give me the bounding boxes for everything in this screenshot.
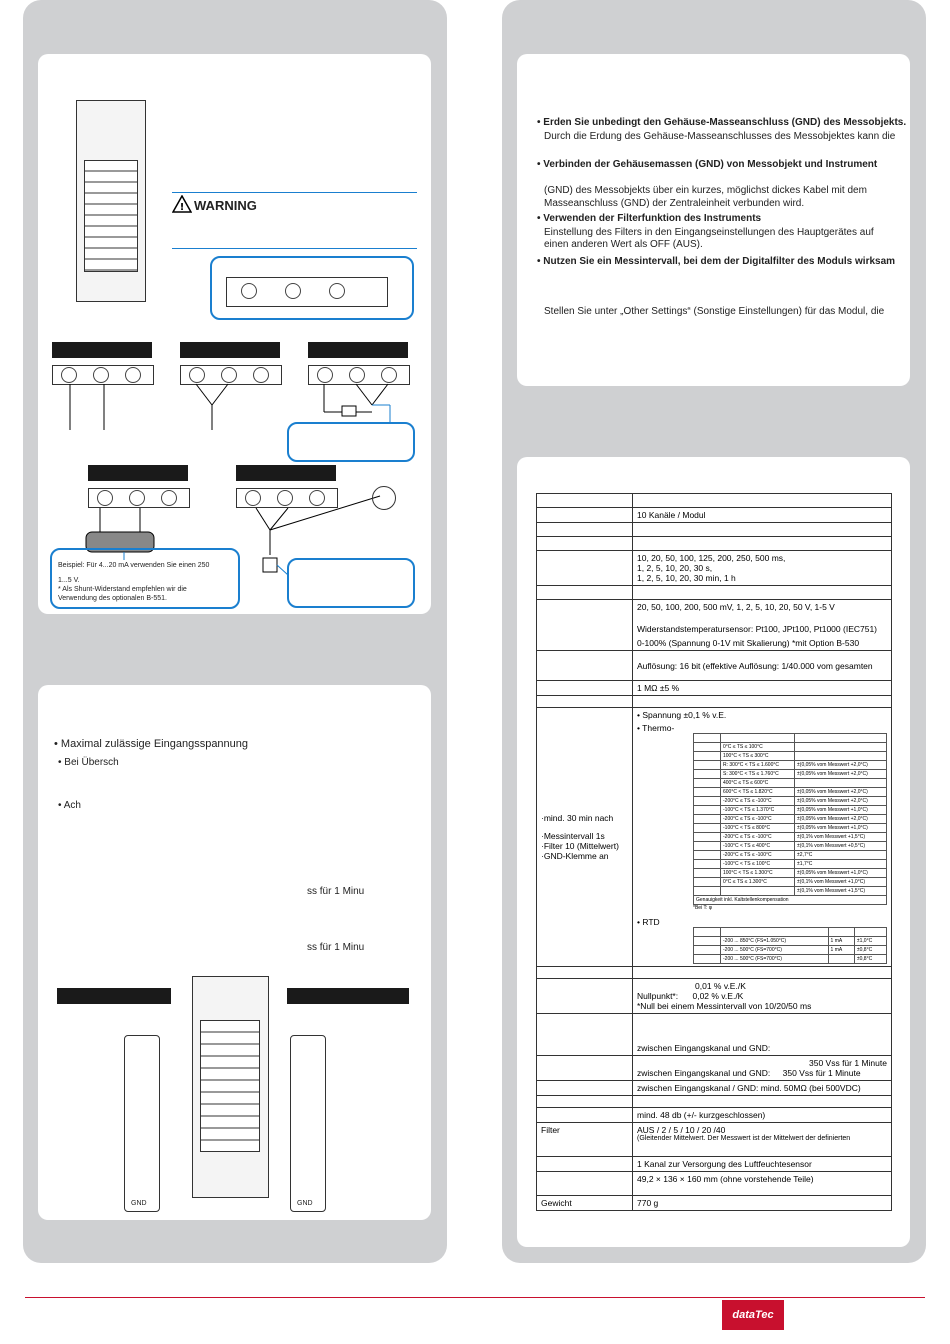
- thermo-range: S: 300°C < TS ≤ 1.760°C: [721, 770, 795, 779]
- spec-range-3: 0-100% (Spannung 0-1V mit Skalierung) *mit Option B-530: [637, 638, 860, 648]
- thermo-range: 0°C ≤ TS ≤ 100°C: [721, 743, 795, 752]
- shunt-note-line-1: Beispiel: Für 4...20 mA verwenden Sie einen 250: [58, 562, 210, 569]
- callout-box-resistor: [287, 422, 415, 462]
- thermo-range: 600°C < TS ≤ 1.820°C: [721, 788, 795, 797]
- b3-text-1: Einstellung des Filters in den Eingangseinstellungen des Hauptgerätes auf: [544, 227, 874, 238]
- input-strip-left: [124, 1035, 160, 1212]
- b2-title: • Verbinden der Gehäusemassen (GND) von Messobjekt und Instrument: [537, 159, 878, 170]
- spec-interval-2: 1, 2, 5, 10, 20, 30 s,: [637, 563, 713, 573]
- thermo-row: [694, 788, 887, 797]
- item-bei-ubersch: • Bei Übersch: [58, 757, 119, 768]
- thermo-accuracy: ±(0,1% vom Messwert +1,0°C): [795, 878, 887, 887]
- spec-channels: 10 Kanäle / Modul: [633, 508, 892, 523]
- label-bar-4: [88, 465, 188, 481]
- wiring-lines-top: [0, 0, 450, 620]
- thermo-row: [694, 851, 887, 860]
- fragment-1: ss für 1 Minu: [307, 886, 365, 897]
- thermo-accuracy: ±(0,05% vom Messwert +2,0°C): [795, 770, 887, 779]
- b4-title: • Nutzen Sie ein Messintervall, bei dem der Digitalfilter des Moduls wirksam: [537, 256, 896, 267]
- label-bar-6: [57, 988, 171, 1004]
- spec-impedance: 1 MΩ ±5 %: [633, 681, 892, 696]
- acc-voltage: • Spannung ±0,1 % v.E.: [637, 710, 727, 720]
- rtd-row: [694, 937, 887, 946]
- thermo-range: -200°C ≤ TS ≤ -100°C: [721, 815, 795, 824]
- thermo-range: -200°C ≤ TS ≤ -100°C: [721, 833, 795, 842]
- spec-interval-1: 10, 20, 50, 100, 125, 200, 250, 500 ms,: [637, 553, 786, 563]
- rtd-current: 1 mA: [828, 937, 854, 946]
- temp-note: *Null bei einem Messintervall von 10/20/50 ms: [637, 1001, 812, 1011]
- spec-filter: AUS / 2 / 5 / 10 / 20 /40: [637, 1125, 726, 1135]
- thermo-accuracy: ±(0,05% vom Messwert +1,0°C): [795, 824, 887, 833]
- spec-resolution: Auflösung: 16 bit (effektive Auflösung: 1/40.000 vom gesamten: [633, 651, 892, 681]
- shunt-note-line-2: 1...5 V.: [58, 577, 80, 584]
- rtd-current: [828, 955, 854, 964]
- warning-label: WARNING: [194, 198, 257, 213]
- thermo-row: [694, 770, 887, 779]
- thermo-accuracy: ±(0,1% vom Messwert +1,5°C): [795, 887, 887, 896]
- label-bar-7: [287, 988, 409, 1004]
- fragment-2: ss für 1 Minu: [307, 942, 365, 953]
- thermo-range: 100°C < TS ≤ 1.300°C: [721, 869, 795, 878]
- thermo-range: 0°C ≤ TS ≤ 1.300°C: [721, 878, 795, 887]
- acc-rtd: • RTD: [637, 917, 660, 927]
- input-strip-right: [290, 1035, 326, 1212]
- rtd-accuracy: ±1,0°C: [854, 937, 886, 946]
- thermo-range: 400°C ≤ TS ≤ 600°C: [721, 779, 795, 788]
- spec-filter-note: (Gleitender Mittelwert. Der Messwert ist der Mittelwert der definierten: [637, 1135, 851, 1142]
- max-voltage-heading: • Maximal zulässige Eingangsspannung: [54, 738, 249, 750]
- spec-cmrr: mind. 48 db (+/- kurzgeschlossen): [633, 1108, 892, 1123]
- terminal-strip-5: [236, 488, 338, 508]
- spec-dims: 49,2 × 136 × 160 mm (ohne vorstehende Teile): [633, 1172, 892, 1196]
- spec-supply: 1 Kanal zur Versorgung des Luftfeuchtesensor: [633, 1157, 892, 1172]
- thermo-row: [694, 878, 887, 887]
- acc-cond-2: ·Messintervall 1s: [541, 831, 605, 841]
- iso-2b: 350 Vss für 1 Minute: [782, 1068, 861, 1078]
- thermo-accuracy: ±(0,05% vom Messwert +2,0°C): [795, 761, 887, 770]
- thermo-accuracy: ±(0,05% vom Messwert +1,0°C): [795, 806, 887, 815]
- datatec-logo: dataTec: [722, 1300, 784, 1330]
- thermo-accuracy: [795, 779, 887, 788]
- thermo-accuracy: [795, 743, 887, 752]
- thermo-accuracy: ±(0,05% vom Messwert +2,0°C): [795, 815, 887, 824]
- thermo-row: [694, 860, 887, 869]
- thermo-range: -100°C < TS ≤ 800°C: [721, 824, 795, 833]
- thermo-accuracy: ±1,7°C: [795, 860, 887, 869]
- thermo-note: Genauigkeit inkl. Kaltstellenkompensation: [694, 896, 887, 905]
- spec-range-2: Widerstandstemperatursensor: Pt100, JPt100, Pt1000 (IEC751): [637, 624, 878, 634]
- thermo-accuracy: ±(0,05% vom Messwert +2,0°C): [795, 797, 887, 806]
- thermo-note-2: *Bei T: φ: [693, 905, 712, 911]
- thermo-row: [694, 797, 887, 806]
- b2-text-1: (GND) des Messobjekts über ein kurzes, möglichst dickes Kabel mit dem: [544, 185, 867, 196]
- spec-interval-3: 1, 2, 5, 10, 20, 30 min, 1 h: [637, 573, 736, 583]
- svg-text:!: !: [179, 202, 185, 213]
- weight-label: Gewicht: [537, 1196, 633, 1211]
- item-ach: • Ach: [58, 800, 81, 811]
- thermo-row: [694, 869, 887, 878]
- thermo-accuracy: ±(0,05% vom Messwert +1,0°C): [795, 869, 887, 878]
- gnd-label-left: GND: [131, 1200, 147, 1207]
- acc-cond-4: ·GND-Klemme an: [541, 851, 609, 861]
- thermo-range: R: 300°C < TS ≤ 1.600°C: [721, 761, 795, 770]
- thermo-range: -100°C < TS ≤ 1.370°C: [721, 806, 795, 815]
- callout-box-thermocouple: [287, 558, 415, 608]
- thermo-accuracy: ±2,7°C: [795, 851, 887, 860]
- shunt-note-line-3: * Als Shunt-Widerstand empfehlen wir die: [58, 586, 187, 593]
- terminal-strip-4: [88, 488, 190, 508]
- gnd-terminal-icon: [372, 486, 396, 510]
- thermo-accuracy: ±(0,05% vom Messwert +2,0°C): [795, 788, 887, 797]
- thermo-row: [694, 887, 887, 896]
- iso-1: zwischen Eingangskanal und GND:: [633, 1014, 892, 1056]
- thermo-row: [694, 824, 887, 833]
- b3-title: • Verwenden der Filterfunktion des Instruments: [537, 213, 762, 224]
- thermo-range: 100°C < TS ≤ 300°C: [721, 752, 795, 761]
- b2-text-2: Masseanschluss (GND) der Zentraleinheit verbunden wird.: [544, 198, 805, 209]
- b1-text: Durch die Erdung des Gehäuse-Masseanschlusses des Messobjektes kann die: [544, 131, 896, 142]
- spec-range-1: 20, 50, 100, 200, 500 mV, 1, 2, 5, 10, 20, 50 V, 1-5 V: [637, 602, 835, 612]
- thermo-range: -100°C < TS ≤ 100°C: [721, 860, 795, 869]
- thermo-accuracy: ±(0,1% vom Messwert +1,5°C): [795, 833, 887, 842]
- rtd-accuracy: ±0,8°C: [854, 946, 886, 955]
- temp-coeff-2: 0,02 % v.E./K: [692, 991, 744, 1001]
- rtd-range: -200 ... 500°C (FS=700°C): [721, 946, 829, 955]
- thermo-accuracy: ±(0,1% vom Messwert +0,5°C): [795, 842, 887, 851]
- thermo-row: [694, 842, 887, 851]
- footer-rule: [25, 1297, 925, 1298]
- temp-coeff-1: 0,01 % v.E./K: [695, 981, 746, 991]
- rtd-current: 1 mA: [828, 946, 854, 955]
- terminal-block-bottom: [200, 1020, 260, 1152]
- filter-label: Filter: [537, 1123, 633, 1157]
- rtd-accuracy: ±0,8°C: [854, 955, 886, 964]
- gnd-label-right: GND: [297, 1200, 313, 1207]
- thermo-row: [694, 761, 887, 770]
- shunt-note-line-4: Verwendung des optionalen B-551.: [58, 595, 167, 602]
- thermo-row: [694, 743, 887, 752]
- temp-coeff-2-label: Nullpunkt*:: [637, 991, 679, 1001]
- acc-cond-3: ·Filter 10 (Mittelwert): [541, 841, 619, 851]
- thermo-row: [694, 833, 887, 842]
- thermo-range: -200°C ≤ TS ≤ -100°C: [721, 797, 795, 806]
- b4-text: Stellen Sie unter „Other Settings“ (Sonstige Einstellungen) für das Modul, die: [544, 306, 885, 317]
- rtd-range: -200 ... 850°C (FS=1.050°C): [721, 937, 829, 946]
- rtd-table: [693, 927, 887, 964]
- thermo-table: [693, 733, 887, 905]
- spec-weight: 770 g: [633, 1196, 892, 1211]
- thermo-row: [694, 779, 887, 788]
- thermo-range: [721, 887, 795, 896]
- b1-title: • Erden Sie unbedingt den Gehäuse-Masseanschluss (GND) des Messobjekts.: [537, 117, 907, 128]
- acc-thermo: • Thermo-: [637, 723, 675, 733]
- spec-table: [536, 493, 892, 1211]
- label-bar-5: [236, 465, 336, 481]
- spec-insulation: zwischen Eingangskanal / GND: mind. 50MΩ (bei 500VDC): [633, 1081, 892, 1096]
- thermo-range: -100°C < TS ≤ 400°C: [721, 842, 795, 851]
- thermo-range: -200°C ≤ TS ≤ -100°C: [721, 851, 795, 860]
- b3-text-2: einen anderen Wert als OFF (AUS).: [544, 239, 703, 250]
- rtd-row: [694, 955, 887, 964]
- iso-2: zwischen Eingangskanal und GND:: [637, 1068, 771, 1078]
- rtd-range: -200 ... 500°C (FS=700°C): [721, 955, 829, 964]
- rtd-row: [694, 946, 887, 955]
- thermo-row: [694, 815, 887, 824]
- acc-cond-1: ·mind. 30 min nach: [541, 813, 614, 823]
- thermo-row: [694, 806, 887, 815]
- thermo-row: [694, 752, 887, 761]
- thermo-accuracy: [795, 752, 887, 761]
- iso-2a: 350 Vss für 1 Minute: [809, 1058, 887, 1068]
